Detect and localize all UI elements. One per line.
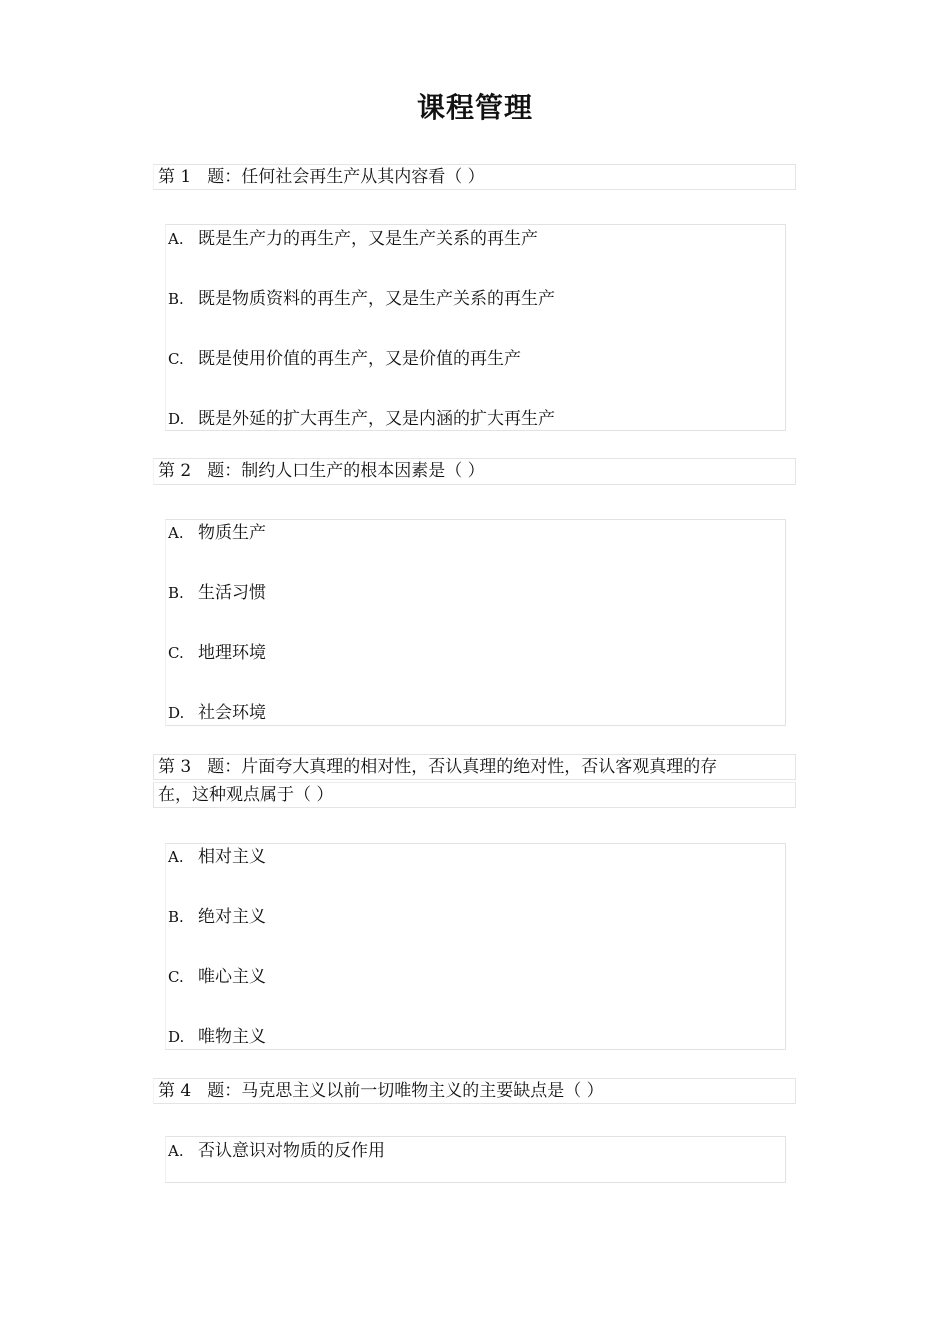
option-c[interactable] bbox=[168, 965, 266, 989]
option-letter: B. bbox=[168, 908, 184, 926]
option-text: 既是使用价值的再生产，又是价值的再生产 bbox=[198, 349, 521, 369]
question-text: 制约人口生产的根本因素是（ ） bbox=[241, 461, 485, 481]
question-number: 第 1 bbox=[158, 167, 192, 187]
option-c[interactable] bbox=[168, 641, 266, 665]
option-text: 唯物主义 bbox=[198, 1027, 266, 1047]
option-letter: C. bbox=[168, 644, 184, 662]
question-text: 马克思主义以前一切唯物主义的主要缺点是（ ） bbox=[241, 1081, 604, 1101]
page-title: 课程管理 bbox=[416, 91, 533, 124]
option-text: 物质生产 bbox=[198, 523, 266, 543]
question-3-header bbox=[153, 754, 796, 810]
option-a[interactable] bbox=[168, 845, 266, 869]
option-text: 社会环境 bbox=[198, 703, 266, 723]
question-2-options bbox=[165, 519, 786, 726]
question-4-header bbox=[153, 1078, 796, 1104]
question-3-options bbox=[165, 843, 786, 1050]
question-label: 题： bbox=[207, 1081, 242, 1101]
option-letter: D. bbox=[168, 704, 185, 722]
option-letter: B. bbox=[168, 290, 184, 308]
option-b[interactable] bbox=[168, 581, 266, 605]
option-text: 既是外延的扩大再生产，又是内涵的扩大再生产 bbox=[198, 409, 555, 429]
option-letter: C. bbox=[168, 350, 184, 368]
option-text: 否认意识对物质的反作用 bbox=[198, 1141, 385, 1161]
option-b[interactable] bbox=[168, 287, 555, 311]
option-text: 既是生产力的再生产，又是生产关系的再生产 bbox=[198, 229, 538, 249]
option-text: 唯心主义 bbox=[198, 967, 266, 987]
question-line-1 bbox=[153, 754, 796, 780]
option-b[interactable] bbox=[168, 905, 266, 929]
option-letter: D. bbox=[168, 1028, 185, 1046]
question-label: 题： bbox=[207, 757, 242, 777]
option-text: 相对主义 bbox=[198, 847, 266, 867]
option-d[interactable] bbox=[168, 701, 266, 725]
option-text: 绝对主义 bbox=[198, 907, 266, 927]
option-c[interactable] bbox=[168, 347, 521, 371]
option-letter: C. bbox=[168, 968, 184, 986]
option-letter: A. bbox=[168, 1142, 184, 1160]
option-text: 生活习惯 bbox=[198, 583, 266, 603]
option-a[interactable] bbox=[168, 227, 538, 251]
question-label: 题： bbox=[207, 461, 242, 481]
option-letter: A. bbox=[168, 230, 184, 248]
question-1-header bbox=[153, 164, 796, 190]
question-number: 第 3 bbox=[158, 757, 192, 777]
question-text-continued: 在，这种观点属于（ ） bbox=[158, 785, 334, 805]
question-number: 第 2 bbox=[158, 461, 192, 481]
question-line-2 bbox=[153, 782, 796, 808]
question-text: 片面夸大真理的相对性，否认真理的绝对性，否认客观真理的存 bbox=[241, 757, 718, 777]
option-text: 既是物质资料的再生产，又是生产关系的再生产 bbox=[198, 289, 555, 309]
option-text: 地理环境 bbox=[198, 643, 266, 663]
option-d[interactable] bbox=[168, 1025, 266, 1049]
option-a[interactable] bbox=[168, 1139, 385, 1163]
option-a[interactable] bbox=[168, 521, 266, 545]
question-2-header bbox=[153, 458, 796, 485]
question-number: 第 4 bbox=[158, 1081, 192, 1101]
question-label: 题： bbox=[207, 167, 242, 187]
option-letter: D. bbox=[168, 410, 185, 428]
option-letter: A. bbox=[168, 524, 184, 542]
option-letter: A. bbox=[168, 848, 184, 866]
option-letter: B. bbox=[168, 584, 184, 602]
question-text: 任何社会再生产从其内容看（ ） bbox=[241, 167, 485, 187]
option-d[interactable] bbox=[168, 407, 555, 431]
question-4-options bbox=[165, 1136, 786, 1183]
question-1-options bbox=[165, 224, 786, 431]
